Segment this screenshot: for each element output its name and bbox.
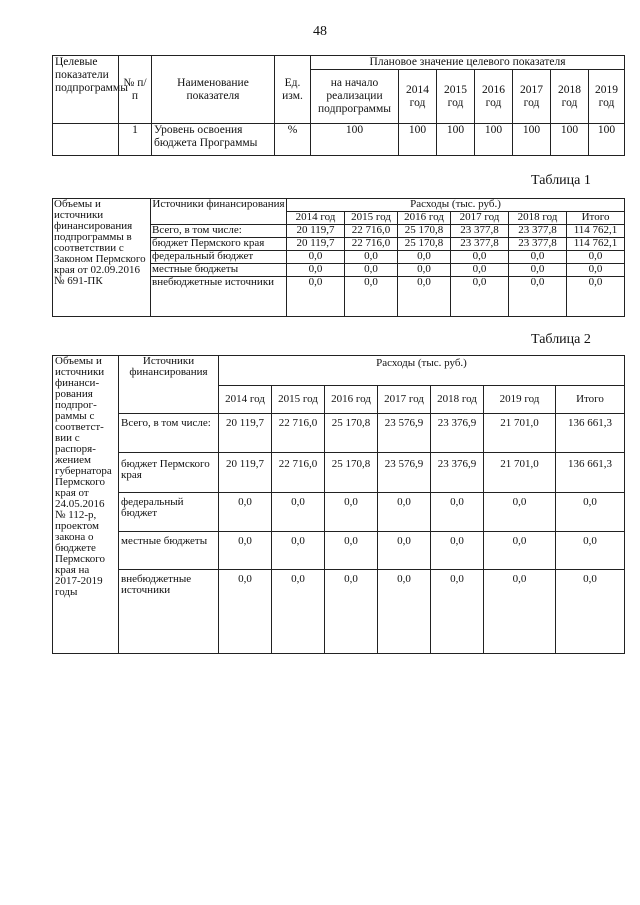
table1-row-label: Всего, в том числе: [151, 225, 287, 238]
target-row-unit: % [275, 124, 311, 156]
table2-cell: 22 716,0 [272, 453, 325, 493]
table2-cell: 0,0 [325, 493, 378, 532]
table2-cell: 0,0 [378, 532, 431, 570]
table1-cell: 0,0 [451, 251, 509, 264]
target-year-header: 2018 год [551, 70, 589, 124]
target-year-header: 2019 год [589, 70, 625, 124]
target-row-value: 100 [399, 124, 437, 156]
table2-cell: 22 716,0 [272, 414, 325, 453]
table1-cell: 23 377,8 [509, 238, 567, 251]
table2-cell: 0,0 [484, 493, 556, 532]
table2-cell: 25 170,8 [325, 453, 378, 493]
table1-cell: 114 762,1 [567, 225, 625, 238]
target-row-start: 100 [311, 124, 399, 156]
table2-year-header: 2016 год [325, 386, 378, 414]
table1-total-header: Итого [567, 212, 625, 225]
table2-cell: 0,0 [325, 532, 378, 570]
table1-cell: 23 377,8 [451, 238, 509, 251]
table1-year-header: 2014 год [287, 212, 345, 225]
table1-year-header: 2015 год [345, 212, 398, 225]
table2-cell: 0,0 [272, 493, 325, 532]
table2-cell: 0,0 [484, 570, 556, 654]
table1-row-label: федеральный бюджет [151, 251, 287, 264]
table1-cell: 0,0 [287, 251, 345, 264]
table2-cell: 0,0 [431, 493, 484, 532]
table2-row-header: Объемы и источники финанси-рования подпрог-раммы с соответст-вии с распоря-жением губернатора Пермского края от 24.05.2016 № 112-р, проектом закона о бюджете Пермского края на 2017-2019 годы [53, 356, 119, 654]
target-row-value: 100 [551, 124, 589, 156]
table2-row-label: местные бюджеты [119, 532, 219, 570]
table1-cell: 0,0 [509, 277, 567, 317]
table2-cell: 0,0 [556, 532, 625, 570]
table1-cell: 0,0 [398, 264, 451, 277]
table1-cell: 25 170,8 [398, 225, 451, 238]
table2-cell: 23 576,9 [378, 414, 431, 453]
table2-cell: 23 376,9 [431, 453, 484, 493]
table1-cell: 25 170,8 [398, 238, 451, 251]
table1-cell: 23 377,8 [509, 225, 567, 238]
table2-cell: 0,0 [431, 532, 484, 570]
table2-cell: 0,0 [556, 493, 625, 532]
target-year-header: 2015 год [437, 70, 475, 124]
table2-row-label: федеральный бюджет [119, 493, 219, 532]
table2-cell: 136 661,3 [556, 453, 625, 493]
table2-sources-header: Источники финансирования [119, 356, 219, 414]
table1-cell: 0,0 [345, 251, 398, 264]
table1-cell: 23 377,8 [451, 225, 509, 238]
target-name-header: Наименование показателя [152, 56, 275, 124]
target-year-header: 2016 год [475, 70, 513, 124]
table2-cell: 0,0 [431, 570, 484, 654]
table2-cell: 23 576,9 [378, 453, 431, 493]
table1-cell: 0,0 [451, 277, 509, 317]
target-row-num: 1 [119, 124, 152, 156]
table1-year-header: 2018 год [509, 212, 567, 225]
financing-table-1 [52, 198, 625, 317]
table2-year-header: 2017 год [378, 386, 431, 414]
page-number: 48 [313, 24, 327, 39]
table1-cell: 0,0 [345, 264, 398, 277]
table1-year-header: 2017 год [451, 212, 509, 225]
table1-cell: 0,0 [398, 277, 451, 317]
table1-cell: 114 762,1 [567, 238, 625, 251]
table2-cell: 20 119,7 [219, 414, 272, 453]
table2-cell: 0,0 [378, 570, 431, 654]
table2-cell: 0,0 [219, 532, 272, 570]
table1-cell: 0,0 [451, 264, 509, 277]
table1-cell: 22 716,0 [345, 238, 398, 251]
table2-row-label: Всего, в том числе: [119, 414, 219, 453]
table1-caption: Таблица 1 [531, 173, 591, 188]
target-row-value: 100 [589, 124, 625, 156]
table2-cell: 0,0 [272, 532, 325, 570]
table2-cell: 136 661,3 [556, 414, 625, 453]
table2-year-header: 2015 год [272, 386, 325, 414]
table2-total-header: Итого [556, 386, 625, 414]
table2-cell: 23 376,9 [431, 414, 484, 453]
target-start-header: на начало реализации подпрограммы [311, 70, 399, 124]
table1-cell: 0,0 [398, 251, 451, 264]
target-unit-header: Ед. изм. [275, 56, 311, 124]
table1-cell: 0,0 [287, 277, 345, 317]
table2-caption: Таблица 2 [531, 332, 591, 347]
table1-cell: 0,0 [567, 251, 625, 264]
target-row-value: 100 [475, 124, 513, 156]
target-year-header: 2014 год [399, 70, 437, 124]
table1-sources-header: Источники финансирования [151, 199, 287, 225]
table2-cell: 21 701,0 [484, 453, 556, 493]
financing-table-2 [52, 355, 625, 654]
table2-cell: 0,0 [556, 570, 625, 654]
table1-cell: 0,0 [287, 264, 345, 277]
table2-cell: 0,0 [484, 532, 556, 570]
target-year-header: 2017 год [513, 70, 551, 124]
table1-cell: 0,0 [345, 277, 398, 317]
table1-year-header: 2016 год [398, 212, 451, 225]
table1-cell: 0,0 [509, 264, 567, 277]
table2-year-header: 2019 год [484, 386, 556, 414]
table1-row-label: бюджет Пермского края [151, 238, 287, 251]
table2-year-header: 2014 год [219, 386, 272, 414]
table2-expenses-header: Расходы (тыс. руб.) [219, 356, 625, 386]
table1-cell: 20 119,7 [287, 238, 345, 251]
table1-cell: 0,0 [509, 251, 567, 264]
table2-cell: 0,0 [272, 570, 325, 654]
target-plan-header: Плановое значение целевого показателя [311, 56, 625, 70]
target-group-header: Целевые показатели подпрограммы [53, 56, 119, 124]
target-indicators-table [52, 55, 625, 156]
table2-row-label: внебюджетные источники [119, 570, 219, 654]
table2-cell: 21 701,0 [484, 414, 556, 453]
table2-cell: 25 170,8 [325, 414, 378, 453]
table1-row-label: местные бюджеты [151, 264, 287, 277]
table1-expenses-header: Расходы (тыс. руб.) [287, 199, 625, 212]
target-row-value: 100 [513, 124, 551, 156]
table2-cell: 0,0 [325, 570, 378, 654]
table2-cell: 0,0 [219, 493, 272, 532]
table2-year-header: 2018 год [431, 386, 484, 414]
target-num-header: № п/п [119, 56, 152, 124]
target-row-value: 100 [437, 124, 475, 156]
table2-cell: 0,0 [378, 493, 431, 532]
target-row-name: Уровень освоения бюджета Программы [152, 124, 275, 156]
table1-cell: 20 119,7 [287, 225, 345, 238]
table2-cell: 20 119,7 [219, 453, 272, 493]
table2-cell: 0,0 [219, 570, 272, 654]
table2-row-label: бюджет Пермского края [119, 453, 219, 493]
table1-cell: 22 716,0 [345, 225, 398, 238]
table1-row-label: внебюджетные источники [151, 277, 287, 317]
table1-row-header: Объемы и источники финансирования подпрограммы в соответствии с Законом Пермского края от 02.09.2016 № 691-ПК [53, 199, 151, 317]
table1-cell: 0,0 [567, 264, 625, 277]
table1-cell: 0,0 [567, 277, 625, 317]
target-row-empty [53, 124, 119, 156]
